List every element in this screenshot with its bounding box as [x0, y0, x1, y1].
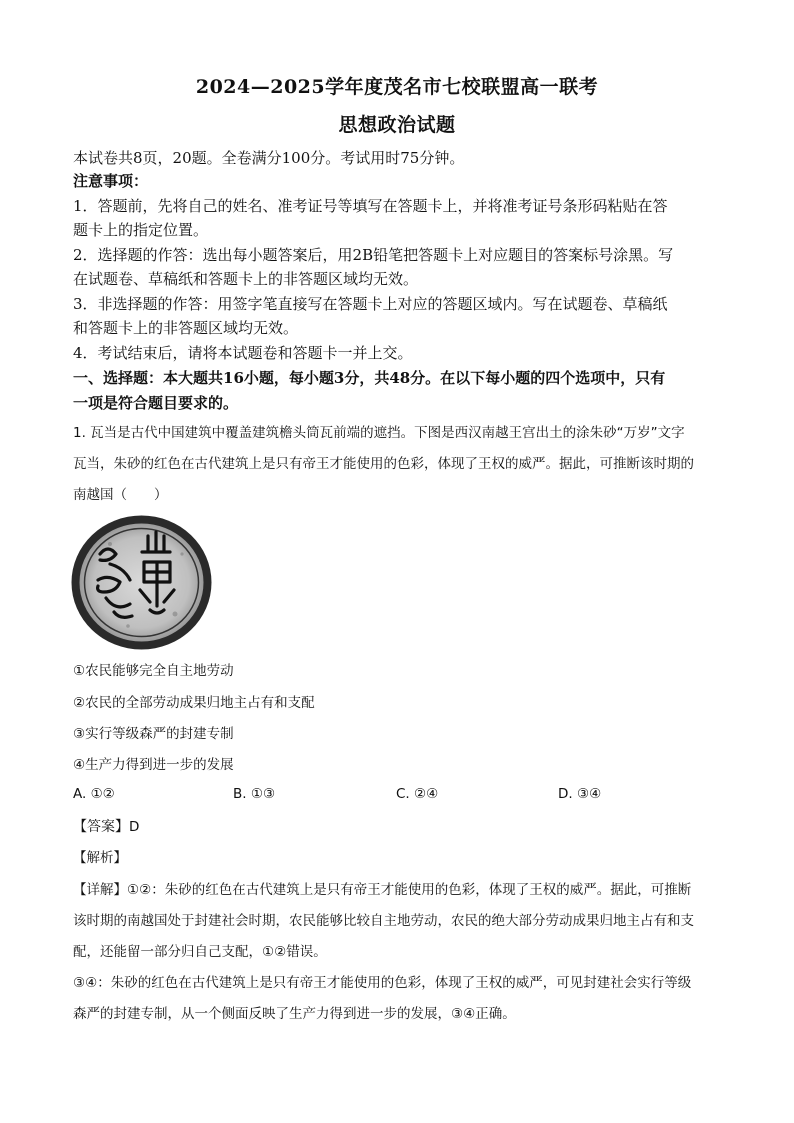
note-line: 4．考试结束后，请将本试题卷和答题卡一并上交。 — [73, 344, 413, 362]
option-d: D. ③④ — [558, 786, 602, 802]
detail-line: 配，还能留一部分归自己支配，①②错误。 — [73, 944, 327, 960]
answer-tag: 【答案】 — [73, 819, 129, 835]
statement: ①农民能够完全自主地劳动 — [73, 663, 234, 679]
note-line: 和答题卡上的非答题区域均无效。 — [73, 319, 299, 337]
notes-heading: 注意事项： — [73, 172, 149, 190]
statement: ②农民的全部劳动成果归地主占有和支配 — [73, 695, 315, 711]
intro-text: 本试卷共8页，20题。全卷满分100分。考试用时75分钟。 — [73, 149, 465, 167]
question-stem: 1. 瓦当是古代中国建筑中覆盖建筑檐头筒瓦前端的遮挡。下图是西汉南越王宫出土的涂朱砂“万岁”文字 — [73, 425, 685, 441]
question-stem: 南越国（ ） — [73, 487, 168, 503]
answer-line — [73, 817, 139, 837]
statement: ③实行等级森严的封建专制 — [73, 726, 234, 742]
question-stem: 瓦当，朱砂的红色在古代建筑上是只有帝王才能使用的色彩，体现了王权的威严。据此，可推断该时期的 — [73, 456, 694, 472]
statement: ④生产力得到进一步的发展 — [73, 757, 234, 773]
note-line: 2．选择题的作答：选出每小题答案后，用2B铅笔把答题卡上对应题目的答案标号涂黑。写 — [73, 246, 674, 264]
wan-sui-tile-image — [70, 514, 213, 651]
analysis-tag: 【解析】 — [73, 850, 127, 866]
option-a: A. ①② — [73, 786, 115, 802]
exam-title: 2024—2025学年度茂名市七校联盟高一联考 — [195, 76, 599, 98]
detail-line: ③④：朱砂的红色在古代建筑上是只有帝王才能使用的色彩，体现了王权的威严，可见封建社会实行等级 — [73, 975, 692, 991]
note-line: 3．非选择题的作答：用签字笔直接写在答题卡上对应的答题区域内。写在试题卷、草稿纸 — [73, 295, 668, 313]
section-heading-cont: 一项是符合题目要求的。 — [73, 394, 239, 412]
detail-line: 森严的封建专制，从一个侧面反映了生产力得到进一步的发展，③④正确。 — [73, 1006, 516, 1022]
note-line: 在试题卷、草稿纸和答题卡上的非答题区域均无效。 — [73, 270, 419, 288]
answer-value: D — [129, 819, 140, 835]
subject-title: 思想政治试题 — [338, 114, 456, 136]
option-c: C. ②④ — [396, 786, 439, 802]
note-line: 1．答题前，先将自己的姓名、准考证号等填写在答题卡上，并将准考证号条形码粘贴在答 — [73, 197, 668, 215]
detail-line: 【详解】①②：朱砂的红色在古代建筑上是只有帝王才能使用的色彩，体现了王权的威严。据此，可推断 — [73, 882, 692, 898]
detail-line: 该时期的南越国处于封建社会时期，农民能够比较自主地劳动，农民的绝大部分劳动成果归地主占有和支 — [73, 913, 694, 929]
note-line: 题卡上的指定位置。 — [73, 221, 209, 239]
option-b: B. ①③ — [233, 786, 276, 802]
section-heading: 一、选择题：本大题共16小题，每小题3分，共48分。在以下每小题的四个选项中，只有 — [73, 369, 666, 387]
